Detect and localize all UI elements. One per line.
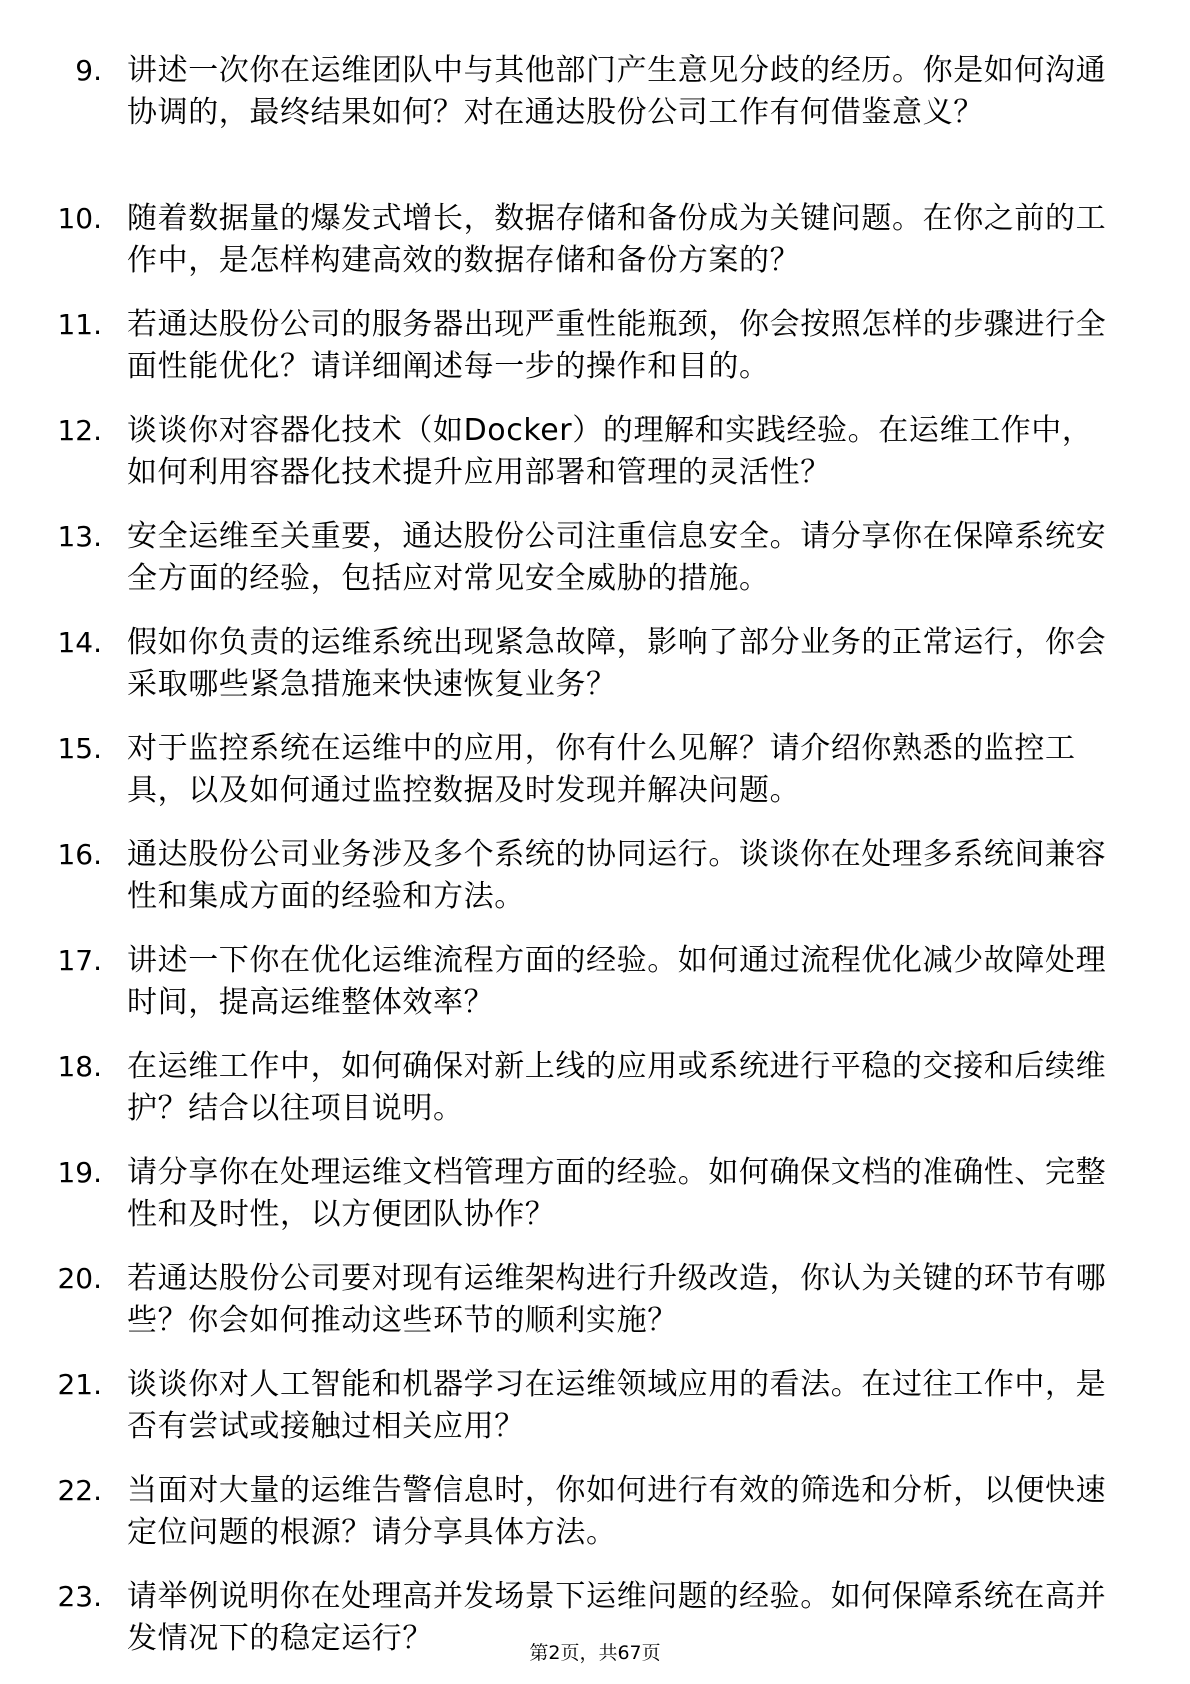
item-text: 若通达股份公司要对现有运维架构进行升级改造，你认为关键的环节有哪些？你会如何推动这些环节的顺利实施？ <box>127 1261 1107 1338</box>
list-item <box>0 410 1190 494</box>
item-text: 讲述一下你在优化运维流程方面的经验。如何通过流程优化减少故障处理时间，提高运维整体效率？ <box>127 943 1107 1020</box>
list-item <box>0 516 1190 600</box>
item-text: 谈谈你对人工智能和机器学习在运维领域应用的看法。在过往工作中，是否有尝试或接触过相关应用？ <box>127 1367 1107 1444</box>
item-number: 18. <box>57 1050 102 1083</box>
item-number: 21. <box>57 1368 102 1401</box>
list-item <box>0 728 1190 812</box>
item-number: 14. <box>57 626 102 659</box>
page-number-footer: 第2页，共67页 <box>529 1642 661 1664</box>
item-text: 通达股份公司业务涉及多个系统的协同运行。谈谈你在处理多系统间兼容性和集成方面的经验和方法。 <box>127 837 1107 914</box>
item-text: 请举例说明你在处理高并发场景下运维问题的经验。如何保障系统在高并发情况下的稳定运行？ <box>127 1579 1107 1656</box>
list-item <box>0 198 1190 282</box>
item-text: 在运维工作中，如何确保对新上线的应用或系统进行平稳的交接和后续维护？结合以往项目说明。 <box>127 1049 1107 1126</box>
item-number: 11. <box>57 308 102 341</box>
list-item <box>0 1258 1190 1342</box>
item-number: 17. <box>57 944 102 977</box>
item-number: 23. <box>57 1580 102 1613</box>
item-text: 安全运维至关重要，通达股份公司注重信息安全。请分享你在保障系统安全方面的经验，包括应对常见安全威胁的措施。 <box>127 519 1107 596</box>
item-number: 20. <box>57 1262 102 1295</box>
list-item <box>0 940 1190 1024</box>
item-number: 15. <box>57 732 102 765</box>
list-item <box>0 1364 1190 1448</box>
item-number: 12. <box>57 414 102 447</box>
question-list <box>0 50 1190 1682</box>
item-text: 若通达股份公司的服务器出现严重性能瓶颈，你会按照怎样的步骤进行全面性能优化？请详细阐述每一步的操作和目的。 <box>127 307 1107 384</box>
item-text: 当面对大量的运维告警信息时，你如何进行有效的筛选和分析，以便快速定位问题的根源？请分享具体方法。 <box>127 1473 1107 1550</box>
item-text: 随着数据量的爆发式增长，数据存储和备份成为关键问题。在你之前的工作中，是怎样构建高效的数据存储和备份方案的？ <box>127 201 1107 278</box>
item-number: 10. <box>57 202 102 235</box>
item-text: 讲述一次你在运维团队中与其他部门产生意见分歧的经历。你是如何沟通协调的，最终结果如何？对在通达股份公司工作有何借鉴意义？ <box>127 53 1107 130</box>
item-text: 对于监控系统在运维中的应用，你有什么见解？请介绍你熟悉的监控工具，以及如何通过监控数据及时发现并解决问题。 <box>127 731 1076 808</box>
item-number: 22. <box>57 1474 102 1507</box>
item-text: 谈谈你对容器化技术（如Docker）的理解和实践经验。在运维工作中，如何利用容器化技术提升应用部署和管理的灵活性？ <box>127 413 1093 490</box>
item-number: 13. <box>57 520 102 553</box>
list-item <box>0 50 1190 176</box>
item-number: 16. <box>57 838 102 871</box>
item-number: 19. <box>57 1156 102 1189</box>
list-item <box>0 622 1190 706</box>
item-number: 9. <box>75 54 102 87</box>
list-item <box>0 1152 1190 1236</box>
list-item <box>0 1470 1190 1554</box>
list-item <box>0 304 1190 388</box>
item-text: 假如你负责的运维系统出现紧急故障，影响了部分业务的正常运行，你会采取哪些紧急措施来快速恢复业务？ <box>127 625 1107 702</box>
list-item <box>0 1046 1190 1130</box>
item-text: 请分享你在处理运维文档管理方面的经验。如何确保文档的准确性、完整性和及时性，以方便团队协作？ <box>127 1155 1107 1232</box>
list-item <box>0 834 1190 918</box>
